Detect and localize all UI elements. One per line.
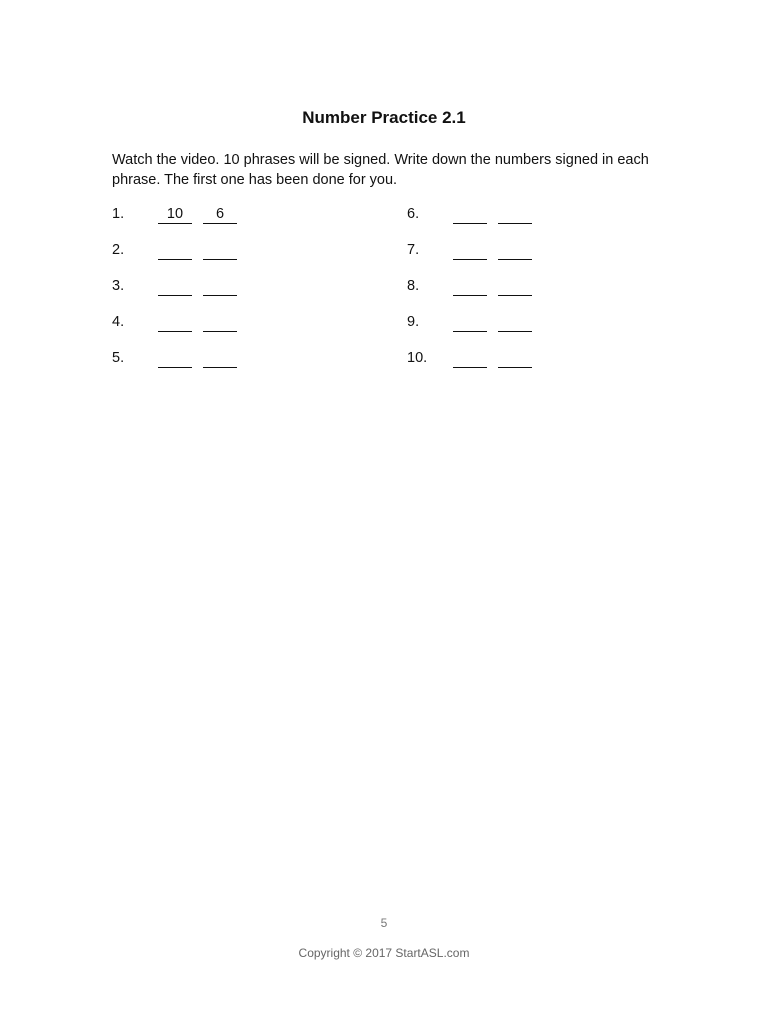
answer-blank[interactable]	[498, 348, 532, 368]
page-title: Number Practice 2.1	[302, 108, 466, 127]
instructions-text: Watch the video. 10 phrases will be signed. Write down the numbers signed in each phrase. The first one has been done for you.	[112, 152, 649, 188]
item-number: 1.	[112, 206, 125, 222]
answer-blank[interactable]	[453, 276, 487, 296]
item-number: 9.	[407, 314, 420, 330]
answer-blank[interactable]	[203, 276, 237, 296]
answer-blank[interactable]	[203, 348, 237, 368]
answer-blank[interactable]: 10	[158, 204, 192, 224]
item-number: 4.	[112, 314, 125, 330]
answer-blank[interactable]	[498, 276, 532, 296]
answer-blank[interactable]	[498, 240, 532, 260]
item-number: 7.	[407, 242, 420, 258]
answer-blank[interactable]	[158, 348, 192, 368]
item-number: 6.	[407, 206, 420, 222]
answer-blank[interactable]	[498, 312, 532, 332]
answer-blank[interactable]	[453, 348, 487, 368]
copyright-notice: Copyright © 2017 StartASL.com	[298, 946, 470, 960]
answer-blank[interactable]	[498, 204, 532, 224]
answer-blank[interactable]	[453, 240, 487, 260]
item-number: 5.	[112, 350, 125, 366]
answer-blank[interactable]	[453, 312, 487, 332]
page-number: 5	[380, 916, 388, 930]
item-number: 3.	[112, 278, 125, 294]
item-number: 2.	[112, 242, 125, 258]
answer-blank[interactable]	[158, 240, 192, 260]
answer-blank[interactable]	[158, 312, 192, 332]
answer-blank[interactable]: 6	[203, 204, 237, 224]
answer-blank[interactable]	[453, 204, 487, 224]
item-number: 8.	[407, 278, 420, 294]
item-number: 10.	[407, 350, 428, 366]
answer-blank[interactable]	[158, 276, 192, 296]
answer-blank[interactable]	[203, 240, 237, 260]
answer-blank[interactable]	[203, 312, 237, 332]
